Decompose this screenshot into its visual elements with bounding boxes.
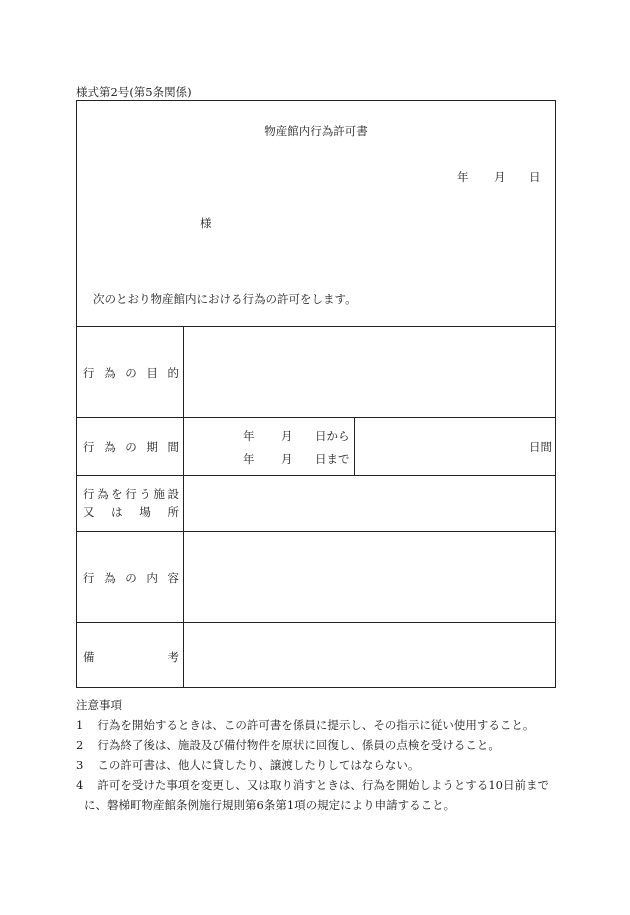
note-item-4 <box>76 777 549 793</box>
date-day-label: 日 <box>529 170 541 184</box>
remarks-field[interactable] <box>184 623 556 687</box>
period-days-label: 日間 <box>529 440 552 454</box>
period-end-year: 年 <box>243 452 255 466</box>
remarks-label: 備 考 <box>83 650 179 664</box>
note-item-3 <box>76 757 419 773</box>
note-item-2 <box>76 737 500 753</box>
period-label: 行 為 の 期 間 <box>83 440 179 454</box>
form-number-label: 様式第2号(第5条関係) <box>76 85 192 99</box>
note-item-1 <box>76 717 534 733</box>
note-item-4-continuation: に、磐梯町物産館条例施行規則第6条第1項の規定により申請すること。 <box>84 798 456 812</box>
note-number: 3 <box>76 758 84 772</box>
period-end-day-suffix: 日まで <box>315 452 350 466</box>
note-number: 1 <box>76 718 84 732</box>
note-text: 行為終了後は、施設及び備付物件を原状に回復し、係員の点検を受けること。 <box>97 738 500 752</box>
period-start-day-suffix: 日から <box>315 429 350 443</box>
date-month-label: 月 <box>494 170 506 184</box>
period-start-month: 月 <box>281 429 293 443</box>
note-number: 2 <box>76 738 84 752</box>
facility-label-line1: 行 為 を 行 う 施 設 <box>83 487 179 501</box>
note-number: 4 <box>76 778 84 792</box>
document-title: 物産館内行為許可書 <box>264 124 368 138</box>
content-field[interactable] <box>184 532 556 621</box>
note-text: 行為を開始するときは、この許可書を係員に提示し、その指示に従い使用すること。 <box>97 718 535 732</box>
facility-label-line2: 又 は 場 所 <box>83 505 179 519</box>
addressee-suffix: 様 <box>200 216 212 230</box>
intro-text: 次のとおり物産館内における行為の許可をします。 <box>93 292 357 306</box>
purpose-label: 行 為 の 目 的 <box>83 366 179 380</box>
date-year-label: 年 <box>457 170 469 184</box>
facility-field[interactable] <box>184 476 556 530</box>
period-end-month: 月 <box>281 452 293 466</box>
period-days-field[interactable] <box>355 418 525 474</box>
note-text: この許可書は、他人に貸したり、譲渡したりしてはならない。 <box>97 758 420 772</box>
purpose-field[interactable] <box>184 327 556 416</box>
content-label: 行 為 の 内 容 <box>83 571 179 585</box>
note-text: 許可を受けた事項を変更し、又は取り消すときは、行為を開始しようとする10日前まで <box>97 778 549 792</box>
period-start-year: 年 <box>243 429 255 443</box>
notes-heading: 注意事項 <box>76 698 122 712</box>
permit-form-frame <box>76 100 556 688</box>
